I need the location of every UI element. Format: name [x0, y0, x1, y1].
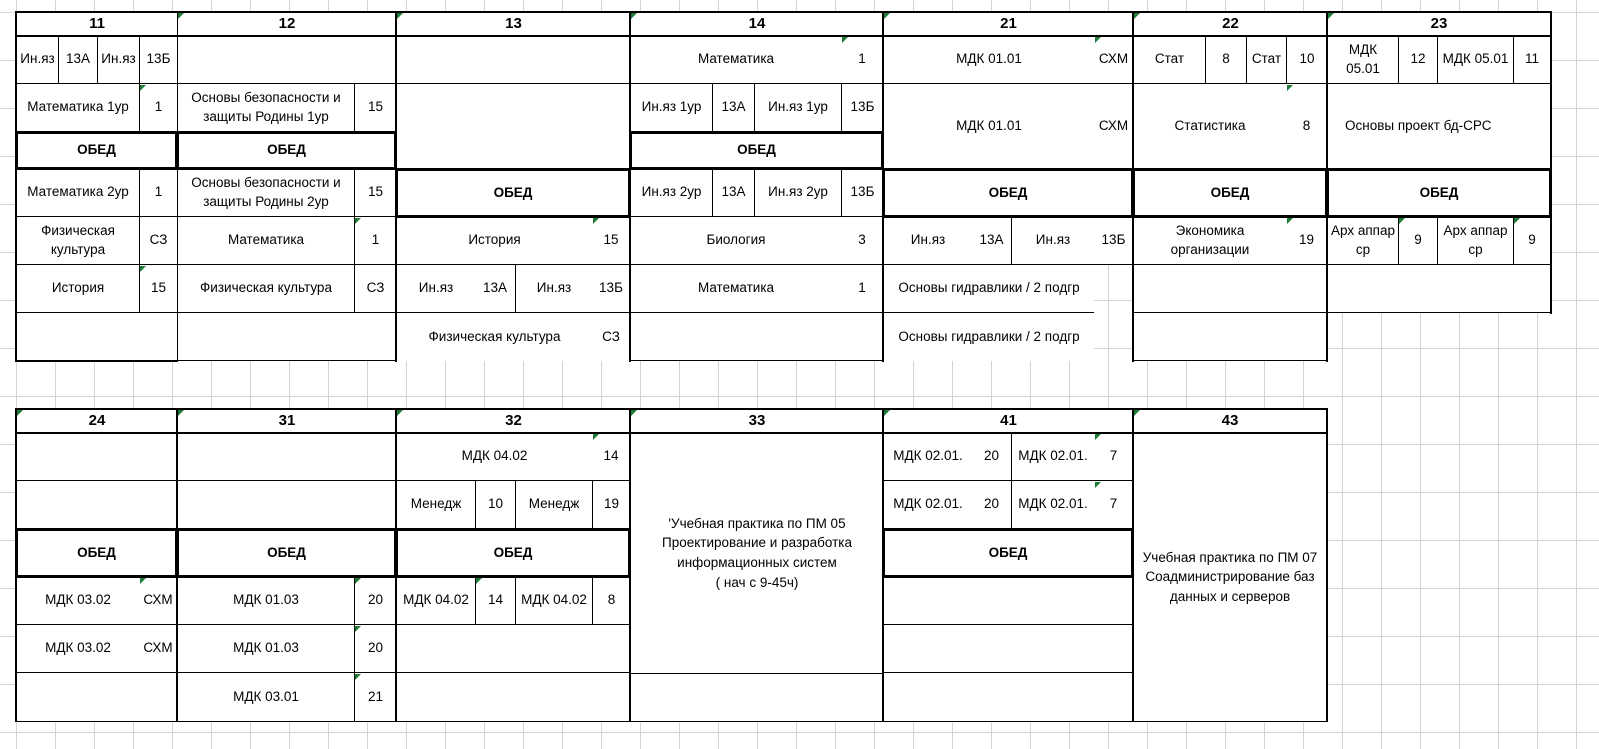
room-cell: 15 — [354, 169, 396, 217]
subject-cell: История — [396, 217, 592, 265]
comment-marker-icon — [1287, 85, 1293, 91]
comment-marker-icon — [884, 410, 890, 416]
room-cell: СХМ — [139, 625, 177, 673]
subject-cell: МДК 05.01 — [1327, 36, 1398, 84]
room-cell: 11 — [1513, 36, 1551, 84]
comment-marker-icon — [1095, 482, 1101, 488]
subject-cell: МДК 04.02 — [396, 433, 592, 481]
empty-cell — [883, 625, 1133, 673]
room-cell: 10 — [475, 481, 515, 529]
room-cell: 20 — [972, 433, 1011, 481]
room-cell: 10 — [1286, 36, 1327, 84]
room-cell: 19 — [592, 481, 630, 529]
subject-cell: МДК 03.02 — [16, 625, 139, 673]
subject-cell: Менедж — [396, 481, 475, 529]
room-cell: 1 — [354, 217, 396, 265]
comment-marker-icon — [397, 410, 403, 416]
room-cell: 14 — [592, 433, 630, 481]
lunch-cell: ОБЕД — [16, 132, 177, 169]
subject-cell: МДК 03.02 — [16, 577, 139, 625]
subject-cell: Основы гидравлики / 2 подгр — [883, 313, 1094, 361]
group-header: 12 — [177, 12, 396, 36]
subject-cell: Ин.яз — [515, 265, 592, 313]
subject-cell: Математика — [177, 217, 354, 265]
subject-cell: Ин.яз — [396, 265, 475, 313]
room-cell: 13А — [972, 217, 1011, 265]
subject-cell: МДК 02.01. — [883, 433, 972, 481]
group-divider — [1326, 11, 1328, 362]
subject-cell: Математика 1ур — [16, 84, 139, 132]
empty-cell — [1133, 313, 1327, 361]
group-header: 33 — [630, 409, 883, 433]
room-cell: 21 — [354, 673, 396, 721]
header-border — [15, 35, 1552, 37]
group-header: 24 — [16, 409, 177, 433]
room-cell: 14 — [475, 577, 515, 625]
group-divider — [1132, 11, 1134, 362]
empty-cell — [630, 673, 883, 721]
subject-cell: Математика 2ур — [16, 169, 139, 217]
room-cell: СХМ — [1094, 84, 1133, 169]
room-cell: СХМ — [139, 577, 177, 625]
comment-marker-icon — [884, 13, 890, 19]
comment-marker-icon — [140, 578, 146, 584]
room-cell: СЗ — [354, 265, 396, 313]
subject-cell: МДК 02.01. — [883, 481, 972, 529]
subject-cell: МДК 02.01. — [1011, 481, 1094, 529]
comment-marker-icon — [842, 37, 848, 43]
room-cell: СХМ — [1094, 36, 1133, 84]
comment-marker-icon — [1134, 13, 1140, 19]
group-divider — [176, 408, 178, 722]
empty-cell — [177, 36, 396, 84]
room-cell: 13Б — [592, 265, 630, 313]
comment-marker-icon — [355, 626, 361, 632]
subject-cell: Арх аппар ср — [1327, 217, 1398, 265]
comment-marker-icon — [476, 578, 482, 584]
subject-cell: МДК 04.02 — [515, 577, 592, 625]
empty-cell — [883, 673, 1133, 721]
room-cell: 19 — [1286, 217, 1327, 265]
room-cell: 15 — [139, 265, 177, 313]
group-header: 23 — [1327, 12, 1551, 36]
comment-marker-icon — [355, 578, 361, 584]
comment-marker-icon — [140, 85, 146, 91]
table-border — [15, 11, 1552, 13]
practice-block: Учебная практика по ПМ 07 Соадминистрирование баз данных и серверов — [1133, 433, 1327, 721]
group-divider — [1550, 11, 1552, 314]
lunch-cell: ОБЕД — [1133, 169, 1327, 217]
practice-block: 'Учебная практика по ПМ 05 Проектирование и разработка информационных систем ( нач с 9-45ч) — [630, 433, 883, 673]
lunch-cell: ОБЕД — [1327, 169, 1551, 217]
room-cell: 15 — [354, 84, 396, 132]
subject-cell: История — [16, 265, 139, 313]
empty-cell — [16, 673, 177, 721]
comment-marker-icon — [1095, 37, 1101, 43]
lunch-cell: ОБЕД — [177, 529, 396, 577]
group-header: 22 — [1133, 12, 1327, 36]
comment-marker-icon — [1287, 218, 1293, 224]
subject-cell: Стат — [1246, 36, 1286, 84]
empty-cell — [396, 84, 630, 169]
subject-cell: Арх аппар ср — [1437, 217, 1513, 265]
room-cell: 13Б — [841, 169, 883, 217]
group-header: 14 — [630, 12, 883, 36]
room-cell: 8 — [1286, 84, 1327, 169]
room-cell: 13Б — [139, 36, 177, 84]
group-header: 21 — [883, 12, 1133, 36]
subject-cell: Математика — [630, 36, 841, 84]
comment-marker-icon — [1514, 218, 1520, 224]
subject-cell: Ин.яз — [883, 217, 972, 265]
lunch-cell: ОБЕД — [883, 169, 1133, 217]
room-cell: 13А — [475, 265, 515, 313]
room-cell: 7 — [1094, 433, 1133, 481]
room-cell: 20 — [354, 577, 396, 625]
group-header: 41 — [883, 409, 1133, 433]
room-cell: 9 — [1513, 217, 1551, 265]
room-cell: СЗ — [592, 313, 630, 361]
subject-cell: Физическая культура — [16, 217, 139, 265]
subject-cell: МДК 01.01 — [883, 84, 1094, 169]
room-cell: 1 — [139, 169, 177, 217]
room-cell: 8 — [1205, 36, 1246, 84]
subject-cell: МДК 01.01 — [883, 36, 1094, 84]
room-cell: 13А — [58, 36, 97, 84]
empty-cell — [177, 433, 396, 481]
room-cell: 20 — [354, 625, 396, 673]
room-cell: 9 — [1398, 217, 1437, 265]
comment-marker-icon — [178, 410, 184, 416]
comment-marker-icon — [140, 266, 146, 272]
group-header: 31 — [177, 409, 396, 433]
subject-cell: Основы безопасности и защиты Родины 2ур — [177, 169, 354, 217]
empty-cell — [16, 481, 177, 529]
subject-cell: Статистика — [1133, 84, 1286, 169]
subject-cell: Ин.яз — [16, 36, 58, 84]
room-cell: 13А — [712, 169, 754, 217]
empty-cell — [396, 625, 630, 673]
comment-marker-icon — [355, 674, 361, 680]
subject-cell: МДК 01.03 — [177, 625, 354, 673]
group-divider — [882, 11, 884, 362]
header-border — [15, 432, 1328, 434]
empty-cell — [396, 36, 630, 84]
room-cell: 3 — [841, 217, 883, 265]
comment-marker-icon — [593, 218, 599, 224]
room-cell: 1 — [139, 84, 177, 132]
subject-cell: МДК 03.01 — [177, 673, 354, 721]
group-divider — [395, 408, 397, 722]
group-header: 11 — [16, 12, 177, 36]
room-cell: 1 — [841, 265, 883, 313]
subject-cell: Основы безопасности и защиты Родины 1ур — [177, 84, 354, 132]
room-cell: 20 — [972, 481, 1011, 529]
subject-cell: Биология — [630, 217, 841, 265]
comment-marker-icon — [17, 410, 23, 416]
subject-cell: Экономика организации — [1133, 217, 1286, 265]
comment-marker-icon — [631, 410, 637, 416]
comment-marker-icon — [593, 434, 599, 440]
empty-cell — [1327, 265, 1551, 313]
comment-marker-icon — [1328, 13, 1334, 19]
empty-cell — [177, 313, 396, 361]
subject-cell: Ин.яз — [97, 36, 139, 84]
group-divider — [629, 11, 631, 362]
comment-marker-icon — [397, 13, 403, 19]
comment-marker-icon — [1399, 218, 1405, 224]
comment-marker-icon — [631, 13, 637, 19]
subject-cell: Физическая культура — [177, 265, 354, 313]
subject-cell: Стат — [1133, 36, 1205, 84]
subject-cell: МДК 01.03 — [177, 577, 354, 625]
group-divider — [882, 408, 884, 722]
empty-cell — [396, 673, 630, 721]
group-divider — [1132, 408, 1134, 722]
subject-cell: МДК 04.02 — [396, 577, 475, 625]
group-header: 43 — [1133, 409, 1327, 433]
comment-marker-icon — [1134, 410, 1140, 416]
room-cell: 15 — [592, 217, 630, 265]
subject-cell: Ин.яз — [1011, 217, 1094, 265]
subject-cell: Ин.яз 2ур — [630, 169, 712, 217]
subject-cell: МДК 02.01. — [1011, 433, 1094, 481]
lunch-cell: ОБЕД — [396, 169, 630, 217]
subject-cell: Математика — [630, 265, 841, 313]
empty-cell — [16, 433, 177, 481]
room-cell: 1 — [841, 36, 883, 84]
lunch-cell: ОБЕД — [630, 132, 883, 169]
room-cell: 13Б — [1094, 217, 1133, 265]
subject-cell: Основы гидравлики / 2 подгр — [883, 265, 1094, 313]
room-cell: 8 — [592, 577, 630, 625]
group-header: 13 — [396, 12, 630, 36]
empty-cell — [883, 577, 1133, 625]
subject-cell: Основы проект бд-СРС — [1327, 84, 1551, 169]
subject-cell: Физическая культура — [396, 313, 592, 361]
lunch-cell: ОБЕД — [396, 529, 630, 577]
subject-cell: Ин.яз 1ур — [754, 84, 841, 132]
room-cell: 12 — [1398, 36, 1437, 84]
empty-cell — [1133, 265, 1327, 313]
empty-cell — [177, 481, 396, 529]
empty-cell — [16, 313, 177, 361]
room-cell: 13Б — [841, 84, 883, 132]
lunch-cell: ОБЕД — [177, 132, 396, 169]
comment-marker-icon — [355, 218, 361, 224]
room-cell: 7 — [1094, 481, 1133, 529]
group-divider — [395, 11, 397, 362]
empty-cell — [630, 313, 883, 361]
subject-cell: Менедж — [515, 481, 592, 529]
group-header: 32 — [396, 409, 630, 433]
room-cell: 13А — [712, 84, 754, 132]
lunch-cell: ОБЕД — [883, 529, 1133, 577]
subject-cell: Ин.яз 2ур — [754, 169, 841, 217]
group-divider — [629, 408, 631, 722]
room-cell: СЗ — [139, 217, 177, 265]
subject-cell: МДК 05.01 — [1437, 36, 1513, 84]
subject-cell: Ин.яз 1ур — [630, 84, 712, 132]
lunch-cell: ОБЕД — [16, 529, 177, 577]
comment-marker-icon — [178, 13, 184, 19]
comment-marker-icon — [1095, 434, 1101, 440]
